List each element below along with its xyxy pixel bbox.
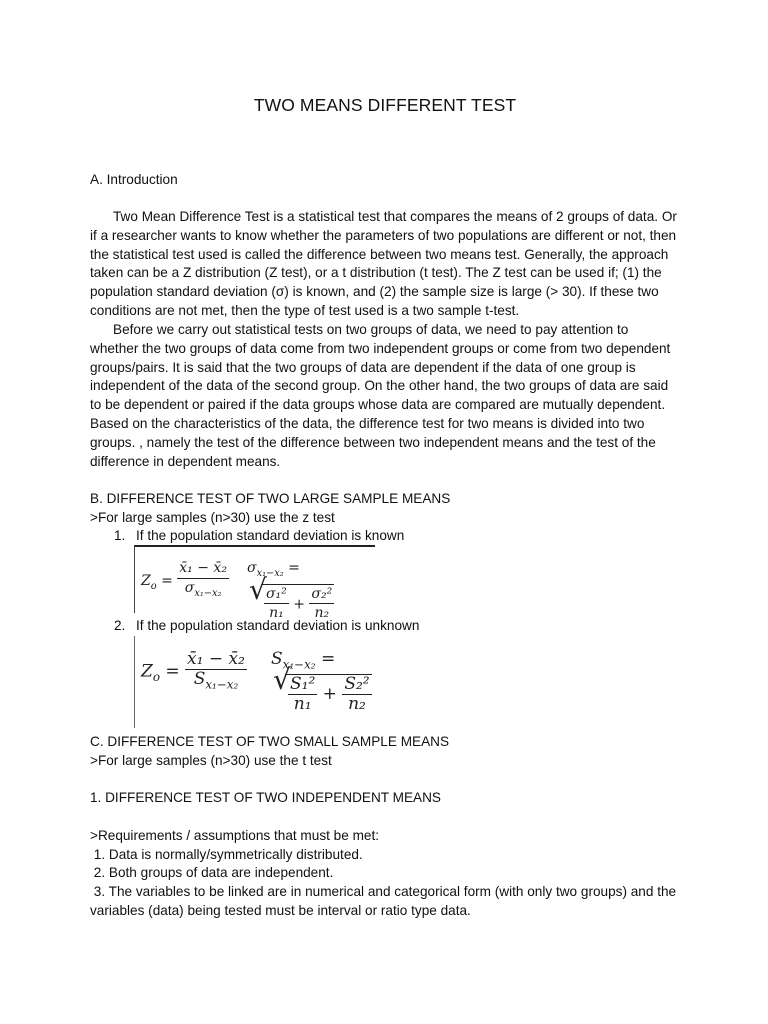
formula-z-expression: $Z_o$ = $\frac{\text{x̄₁ − x̄₂}}{S_{x_1-x_2}}$	[141, 649, 245, 692]
intro-paragraph-2: Before we carry out statistical tests on two groups of data, we need to pay attention to whether the two groups of data come from two independent groups or come from two dependent groups/pairs. It is said that the two groups of data are dependent if the data of one group is independent of the data of the second group. On the other hand, the two groups of data are said to be dependent or paired if the data groups whose data are compared are mutually dependent. Based on the characteristics of the data, the difference test for two means is divided into two groups. , namely the test of the difference between two independent means and the test of the difference in dependent means.	[90, 322, 671, 469]
formula-unknown-sd	[134, 636, 425, 728]
requirements-heading: >Requirements / assumptions that must be met:	[90, 828, 379, 843]
formula-z-expression: $Z_o$ = $\frac{\text{x̄₁ − x̄₂}}{\sigma_{x_1-x_2}}$	[141, 560, 227, 599]
list-number: 2.	[114, 618, 126, 633]
requirement-2: 2. Both groups of data are independent.	[90, 865, 334, 880]
section-b-heading: B. DIFFERENCE TEST OF TWO LARGE SAMPLE MEANS	[90, 491, 451, 506]
list-item-text: If the population standard deviation is known	[136, 528, 405, 543]
list-item	[114, 527, 404, 546]
requirement-1: 1. Data is normally/symmetrically distributed.	[90, 847, 363, 862]
requirement-3: 3. The variables to be linked are in numerical and categorical form (with only two groups) and the variables (data) being tested must be interval or ratio type data.	[90, 884, 680, 918]
section-c-heading: C. DIFFERENCE TEST OF TWO SMALL SAMPLE MEANS	[90, 734, 450, 749]
section-c-note: >For large samples (n>30) use the t test	[90, 753, 332, 768]
formula-s-expression: $S_{x_1-x_2}$ = √ $\frac{\text{S₁²}}{\text{n₁}}$ + $\frac{\text{S₂²}}{\text{n₂}}$	[271, 650, 425, 714]
section-c1-heading: 1. DIFFERENCE TEST OF TWO INDEPENDENT MEANS	[90, 790, 441, 805]
list-number: 1.	[114, 528, 126, 543]
page-title: TWO MEANS DIFFERENT TEST	[253, 95, 517, 115]
intro-heading: A. Introduction	[90, 172, 178, 187]
formula-known-sd	[134, 545, 375, 622]
section-b-note: >For large samples (n>30) use the z test	[90, 510, 335, 525]
list-item-text: If the population standard deviation is unknown	[136, 618, 420, 633]
intro-paragraph-1: Two Mean Difference Test is a statistical test that compares the means of 2 groups of data. Or if a researcher wants to know whether the parameters of two populations are different or not, then the statistical test used is called the difference between two means test. Generally, the approach taken can be a Z distribution (Z test), or a t distribution (t test). The Z test can be used if; (1) the population standard deviation (σ) is known, and (2) the sample size is large (> 30). If these two conditions are not met, then the type of test used is a two sample t-test.	[90, 209, 677, 318]
formula-sigma-expression: $\sigma_{x_1-x_2}$ = √ $\frac{\text{σ₁²}}{\text{n₁}}$ + $\frac{\text{σ₂²}}{\text{n₂}}$	[247, 559, 375, 623]
list-item	[114, 617, 419, 636]
